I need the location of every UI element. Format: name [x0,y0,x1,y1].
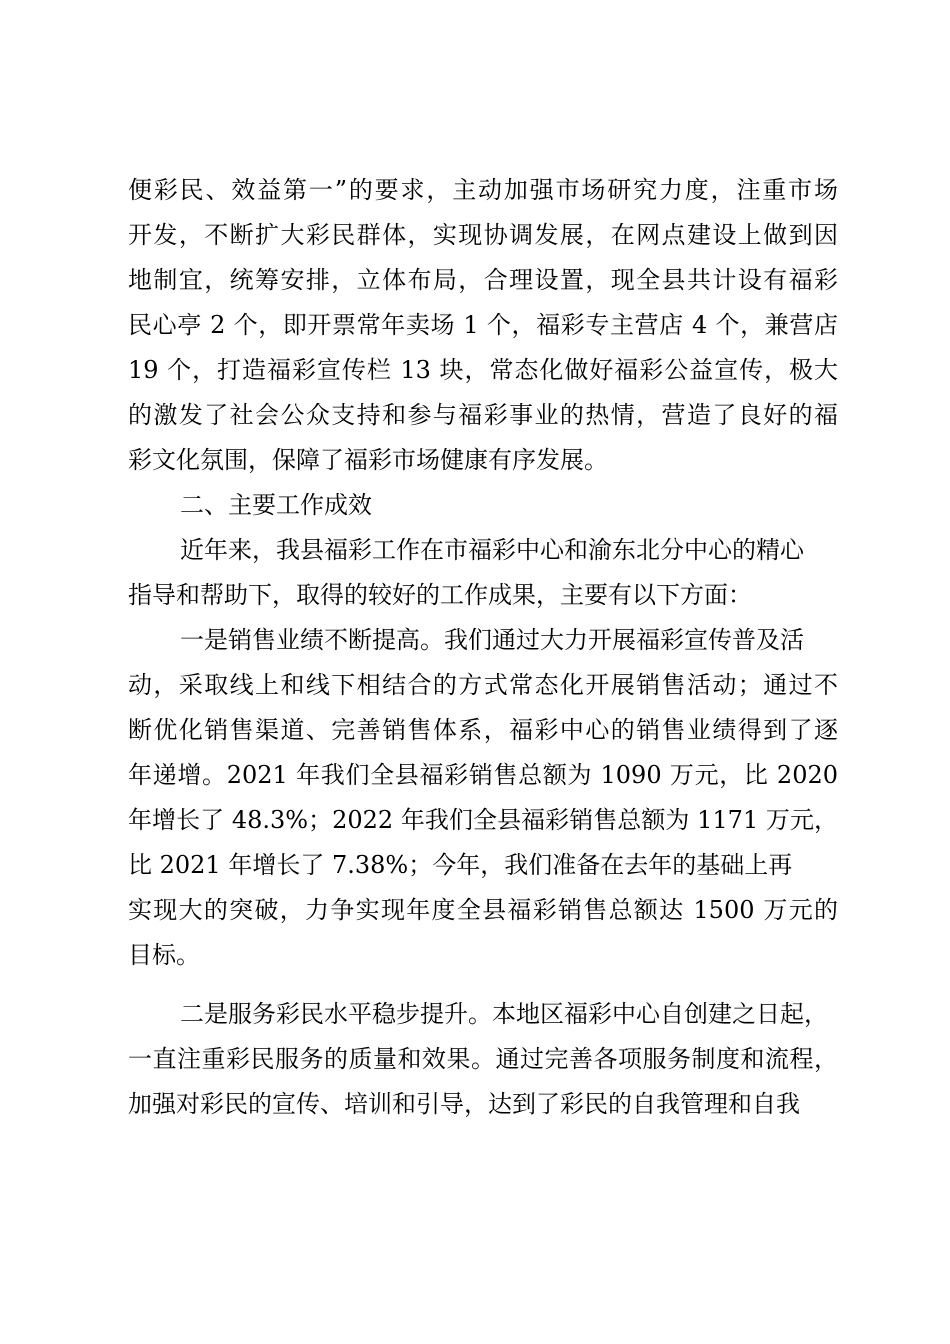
paragraph-line: 年增长了 48.3%；2022 年我们全县福彩销售总额为 1171 万元， [128,806,838,834]
paragraph-4 [128,992,838,1127]
paragraph-line: 断优化销售渠道、完善销售体系，福彩中心的销售业绩得到了逐 [128,716,838,744]
paragraph-line: 指导和帮助下，取得的较好的工作成果，主要有以下方面： [128,581,752,609]
paragraph-line: 便彩民、效益第一”的要求，主动加强市场研究力度，注重市场 [128,176,838,204]
paragraph-line: 的激发了社会公众支持和参与福彩事业的热情，营造了良好的福 [128,401,838,429]
paragraph-line: 年递增。2021 年我们全县福彩销售总额为 1090 万元，比 2020 [128,761,838,789]
paragraph-1 [128,168,838,483]
paragraph-line: 一直注重彩民服务的质量和效果。通过完善各项服务制度和流程， [128,1045,838,1073]
document-body [128,168,838,1127]
paragraph-spacer [128,978,838,992]
paragraph-line: 动，采取线上和线下相结合的方式常态化开展销售活动；通过不 [128,671,838,699]
paragraph-line: 民心亭 2 个，即开票常年卖场 1 个，福彩专主营店 4 个，兼营店 [128,311,838,339]
paragraph-line: 地制宜，统筹安排，立体布局，合理设置，现全县共计设有福彩 [128,266,838,294]
paragraph-2 [128,528,838,618]
paragraph-line: 加强对彩民的宣传、培训和引导，达到了彩民的自我管理和自我 [128,1090,800,1118]
paragraph-line: 二是服务彩民水平稳步提升。本地区福彩中心自创建之日起， [180,1000,828,1028]
paragraph-line: 开发，不断扩大彩民群体，实现协调发展，在网点建设上做到因 [128,221,838,249]
paragraph-line: 目标。 [128,941,200,969]
paragraph-3 [128,618,838,978]
paragraph-line: 实现大的突破，力争实现年度全县福彩销售总额达 1500 万元的 [128,896,838,924]
paragraph-line: 彩文化氛围，保障了福彩市场健康有序发展。 [128,446,608,474]
paragraph-line: 19 个，打造福彩宣传栏 13 块，常态化做好福彩公益宣传，极大 [128,356,838,384]
paragraph-line: 比 2021 年增长了 7.38%；今年，我们准备在去年的基础上再 [128,851,793,879]
section-heading: 二、主要工作成效 [180,491,372,519]
paragraph-line: 一是销售业绩不断提高。我们通过大力开展福彩宣传普及活 [180,626,804,654]
paragraph-line: 近年来，我县福彩工作在市福彩中心和渝东北分中心的精心 [180,536,804,564]
